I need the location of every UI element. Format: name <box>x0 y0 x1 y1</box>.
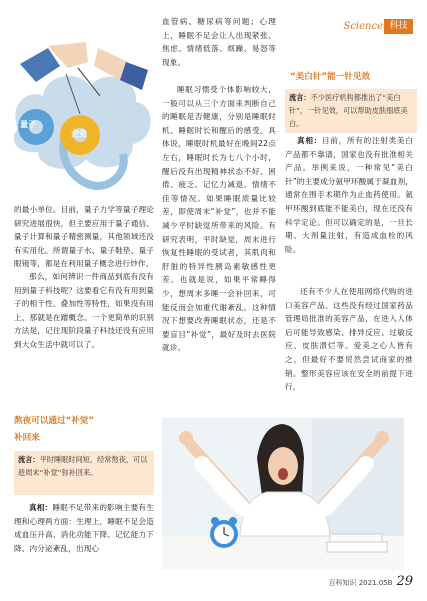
col1-paragraph-1: 的最小单位。目前，量子力学等量子理论研究进展很快，但主要应用于量子通信、量子计算和量子精密测量，其他领域还没有实用化。所谓量子水、量子鞋垫、量子眼镜等，都是在利用量子概念进行炒作。 <box>14 205 154 269</box>
rumor-box-sleep <box>14 451 154 495</box>
col2-paragraph-1: 血管病、糖尿病等问题；心理上，睡眠不足会让人出现紧张、焦虑、情绪低落、烦躁、易怒等现象。 <box>162 17 276 67</box>
heading-sleep-line1: 熬夜可以通过“补觉” <box>14 416 95 426</box>
rumor-label: 流言： <box>18 455 40 464</box>
truth-text: 睡眠不足带来的影响主要有生理和心理两方面：生理上，睡眠不足会造成血压升高、消化功能下降、记忆能力下降、内分泌紊乱，出现心 <box>14 503 154 553</box>
section-label-en: Science <box>343 21 383 32</box>
col3-truth-paragraph <box>285 134 413 256</box>
col2-paragraph-2: 睡眠习惯受个体影响较大，一般可以从三个方面来判断自己的睡眠是否健康，分别是睡眠时机、睡眠时长和醒后的感受。具体说，睡眠时机最好在晚间22点左右，睡眠时长为七八个小时，醒后没有出现精神状态不好、困倦、疲乏、记忆力减退、情绪不佳等情况。如果睡眠质量比较差，即使周末“补觉”，也并不能减少平时缺觉所带来的风险。有研究表明，平时缺觉，周末进行恢复性睡眠的受试者，其肌肉和肝脏的特异性胰岛素敏感性更差。也就是说，如果平常睡得少，想周末多睡一会补回来，可能反而会加重代谢紊乱。这种情况下想要改善睡眠状态，还是不要盲目“补觉”，最好及时去医院就诊。 <box>162 85 276 353</box>
rumor-box-whitening <box>285 89 417 133</box>
rumor-text-2: 不少医疗机构都推出了“美白针”，一针见效，可以帮助皮肤细底美白。 <box>289 93 408 128</box>
col1-paragraph-2: 那么，如何辨识一件商品到底有没有用到量子科技呢？这要看它有没有用到量子的相干性、叠加性等特性，如果没有用上，那就是在蹭概念。一个更简单的识别方法是，记住现阶段量子科技还没有应用到大众生活中就可以了。 <box>14 272 154 349</box>
illustration-label-quantum: 量子 <box>20 120 36 129</box>
truth-label: 真相： <box>29 503 53 512</box>
col3-paragraph-2: 还有不少人在使用网络代购的进口美容产品。这些没有经过国家药品管理局批准的美容产品，在进入人体后可能导致感染、排异反应、过敏反应、皮肤溃烂等。爱美之心人皆有之，但最好不要贸然尝试商家的推销。整形美容应该在安全的前提下进行， <box>285 287 413 392</box>
photo-tired-woman <box>162 418 404 570</box>
magazine-issue: 百科知识 2021.05B <box>328 579 393 587</box>
heading-whitening: “美白针”能一针见效 <box>290 72 371 82</box>
illustration-label-business: 企业 <box>71 129 87 138</box>
heading-sleep-line2: 补回来 <box>14 433 40 443</box>
page-footer <box>328 574 413 589</box>
page-number: 29 <box>396 574 413 589</box>
quantum-illustration <box>8 34 156 204</box>
section-tag: 科技 <box>384 19 413 34</box>
rumor-label-2: 流言： <box>289 93 311 102</box>
col1-truth-paragraph <box>14 501 154 555</box>
rumor-text: 平时睡眠时间短，经常熬夜，可以趁周末“补觉”弥补回来。 <box>18 455 148 477</box>
truth-label-2: 真相： <box>297 136 322 145</box>
truth-text-2: 目前，所有的注射类美白产品都不靠谱，国家也没有批准相关产品。举例来说，一种常见“美白针”的主要成分氨甲环酸属于凝血剂，通常在围手术期作为止血药使用。氨甲环酸到底能不能美白，现在还没有科学定论。但可以确定的是，一旦长期、大剂量注射，有造成血栓的风险。 <box>285 136 413 254</box>
